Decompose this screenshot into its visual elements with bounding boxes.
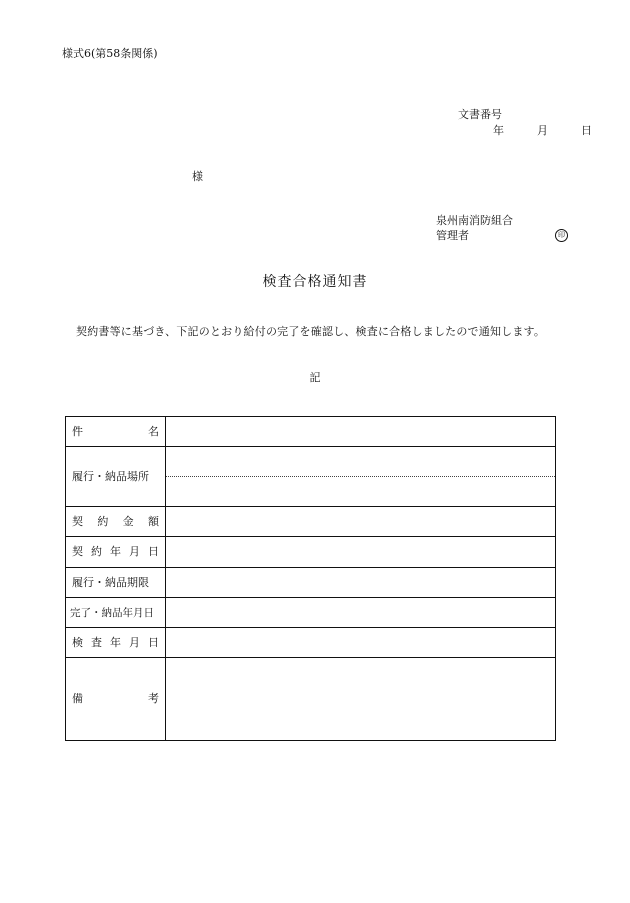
label-char: 金 [122,514,134,528]
table-row [66,628,556,658]
label-char: 名 [148,424,159,438]
label-char: 日 [148,545,159,558]
label-char: 額 [147,514,159,528]
label-text: 履行・納品期限 [72,575,149,589]
value-cell-remarks[interactable] [166,658,556,741]
label-char: 約 [97,514,109,528]
label-char: 約 [91,545,102,558]
table-row [66,598,556,628]
form-number: 様式6(第58条関係) [62,47,158,60]
issuer-organization: 泉州南消防組合 [436,214,513,227]
document-number-label: 文書番号 [458,108,502,121]
value-cell-completion-date[interactable] [166,598,556,628]
label-char: 契 [72,514,83,528]
row-label-completion-date [66,598,166,628]
row-label-delivery-deadline [66,568,166,598]
label-text: 履行・納品場所 [72,469,149,483]
row-label-item-name [66,417,166,447]
document-title: 検査合格通知書 [262,274,368,290]
label-char: 考 [148,692,159,705]
label-char: 月 [129,635,140,649]
row-label-delivery-place [66,447,166,507]
table-row [66,568,556,598]
value-cell-delivery-place[interactable] [166,447,556,507]
value-cell-contract-date[interactable] [166,537,556,568]
label-char: 月 [129,545,140,558]
row-label-inspection-date [66,628,166,658]
table-row [66,537,556,568]
label-char: 査 [91,635,102,649]
table-row [66,507,556,537]
label-char: 年 [110,635,121,649]
label-char: 備 [72,692,83,705]
table-row [66,658,556,741]
date-month: 月 [537,124,548,137]
table-row [66,417,556,447]
body-text: 契約書等に基づき、下記のとおり給付の完了を確認し、検査に合格しましたので通知します。 [76,325,546,338]
value-cell-contract-amount[interactable] [166,507,556,537]
value-cell-inspection-date[interactable] [166,628,556,658]
label-char: 検 [72,635,83,649]
date-year: 年 [493,124,504,137]
addressee-honorific: 様 [192,170,203,183]
label-char: 件 [72,424,83,438]
seal-mark: 印 [555,229,568,242]
label-char: 日 [148,635,159,649]
detail-table [65,416,556,741]
row-label-remarks [66,658,166,741]
issuer-manager-label: 管理者 [436,229,469,242]
row-label-contract-date [66,537,166,568]
row-label-contract-amount [66,507,166,537]
date-day: 日 [581,124,592,137]
table-row [66,447,556,507]
label-text: 完了・納品年月日 [70,606,154,619]
label-char: 契 [72,545,83,558]
value-cell-item-name[interactable] [166,417,556,447]
value-cell-delivery-deadline[interactable] [166,568,556,598]
ki-heading: 記 [309,371,321,384]
date-row [493,124,592,138]
label-char: 年 [110,545,121,558]
dotted-divider [166,476,555,477]
